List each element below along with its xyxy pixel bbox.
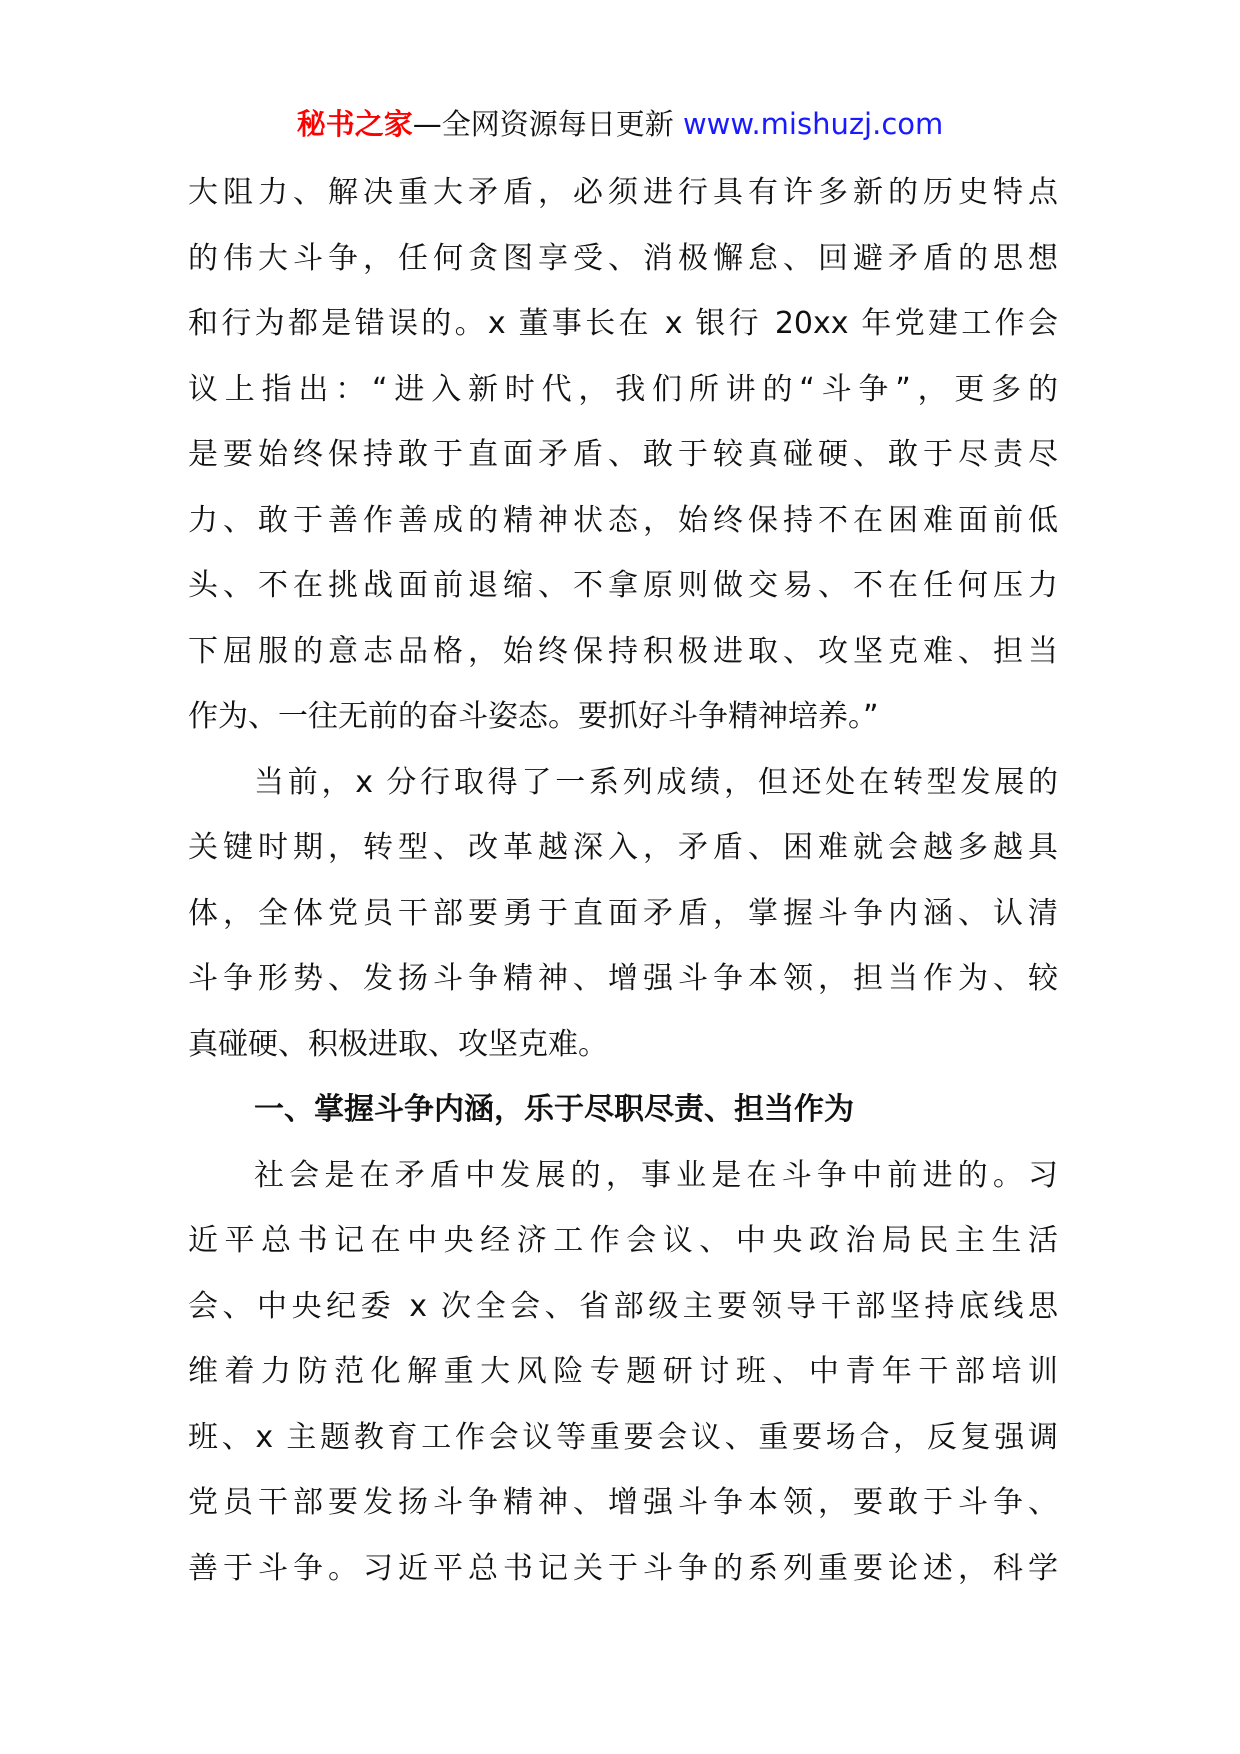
document-body <box>188 160 1058 1601</box>
header-tagline: —全网资源每日更新 <box>412 107 674 141</box>
text-line: 是要始终保持敢于直面矛盾、敢于较真碰硬、敢于尽责尽 <box>188 437 1058 472</box>
text-line: 近平总书记在中央经济工作会议、中央政治局民主生活 <box>188 1223 1058 1258</box>
page-header <box>0 104 1240 144</box>
text-line: 和行为都是错误的。x 董事长在 x 银行 20xx 年党建工作会 <box>188 306 1058 341</box>
section-heading: 一、掌握斗争内涵，乐于尽职尽责、担当作为 <box>254 1092 854 1127</box>
text-line: 体，全体党员干部要勇于直面矛盾，掌握斗争内涵、认清 <box>188 895 1058 931</box>
text-line: 下屈服的意志品格，始终保持积极进取、攻坚克难、担当 <box>188 633 1058 669</box>
website-link[interactable]: www.mishuzj.com <box>682 107 944 141</box>
text-line: 班、x 主题教育工作会议等重要会议、重要场合，反复强调 <box>188 1419 1058 1455</box>
text-line: 议上指出：“进入新时代，我们所讲的“斗争”，更多的 <box>188 371 1058 407</box>
brand-name: 秘书之家 <box>296 107 413 141</box>
text-line: 善于斗争。习近平总书记关于斗争的系列重要论述，科学 <box>188 1550 1058 1586</box>
text-line: 的伟大斗争，任何贪图享受、消极懈怠、回避矛盾的思想 <box>188 240 1058 276</box>
text-line: 力、敢于善作善成的精神状态，始终保持不在困难面前低 <box>188 502 1058 538</box>
text-line: 党员干部要发扬斗争精神、增强斗争本领，要敢于斗争、 <box>188 1485 1058 1520</box>
text-line: 头、不在挑战面前退缩、不拿原则做交易、不在任何压力 <box>188 568 1058 603</box>
paragraph-first-line: 社会是在矛盾中发展的，事业是在斗争中前进的。习 <box>254 1157 1058 1193</box>
text-line: 真碰硬、积极进取、攻坚克难。 <box>188 1026 608 1062</box>
text-line: 会、中央纪委 x 次全会、省部级主要领导干部坚持底线思 <box>188 1288 1058 1324</box>
text-line: 维着力防范化解重大风险专题研讨班、中青年干部培训 <box>188 1354 1058 1389</box>
text-line: 大阻力、解决重大矛盾，必须进行具有许多新的历史特点 <box>188 175 1058 210</box>
text-line: 关键时期，转型、改革越深入，矛盾、困难就会越多越具 <box>188 830 1058 865</box>
text-line: 斗争形势、发扬斗争精神、增强斗争本领，担当作为、较 <box>188 961 1058 996</box>
text-line: 作为、一往无前的奋斗姿态。要抓好斗争精神培养。” <box>188 699 879 734</box>
paragraph-first-line: 当前，x 分行取得了一系列成绩，但还处在转型发展的 <box>254 764 1058 800</box>
